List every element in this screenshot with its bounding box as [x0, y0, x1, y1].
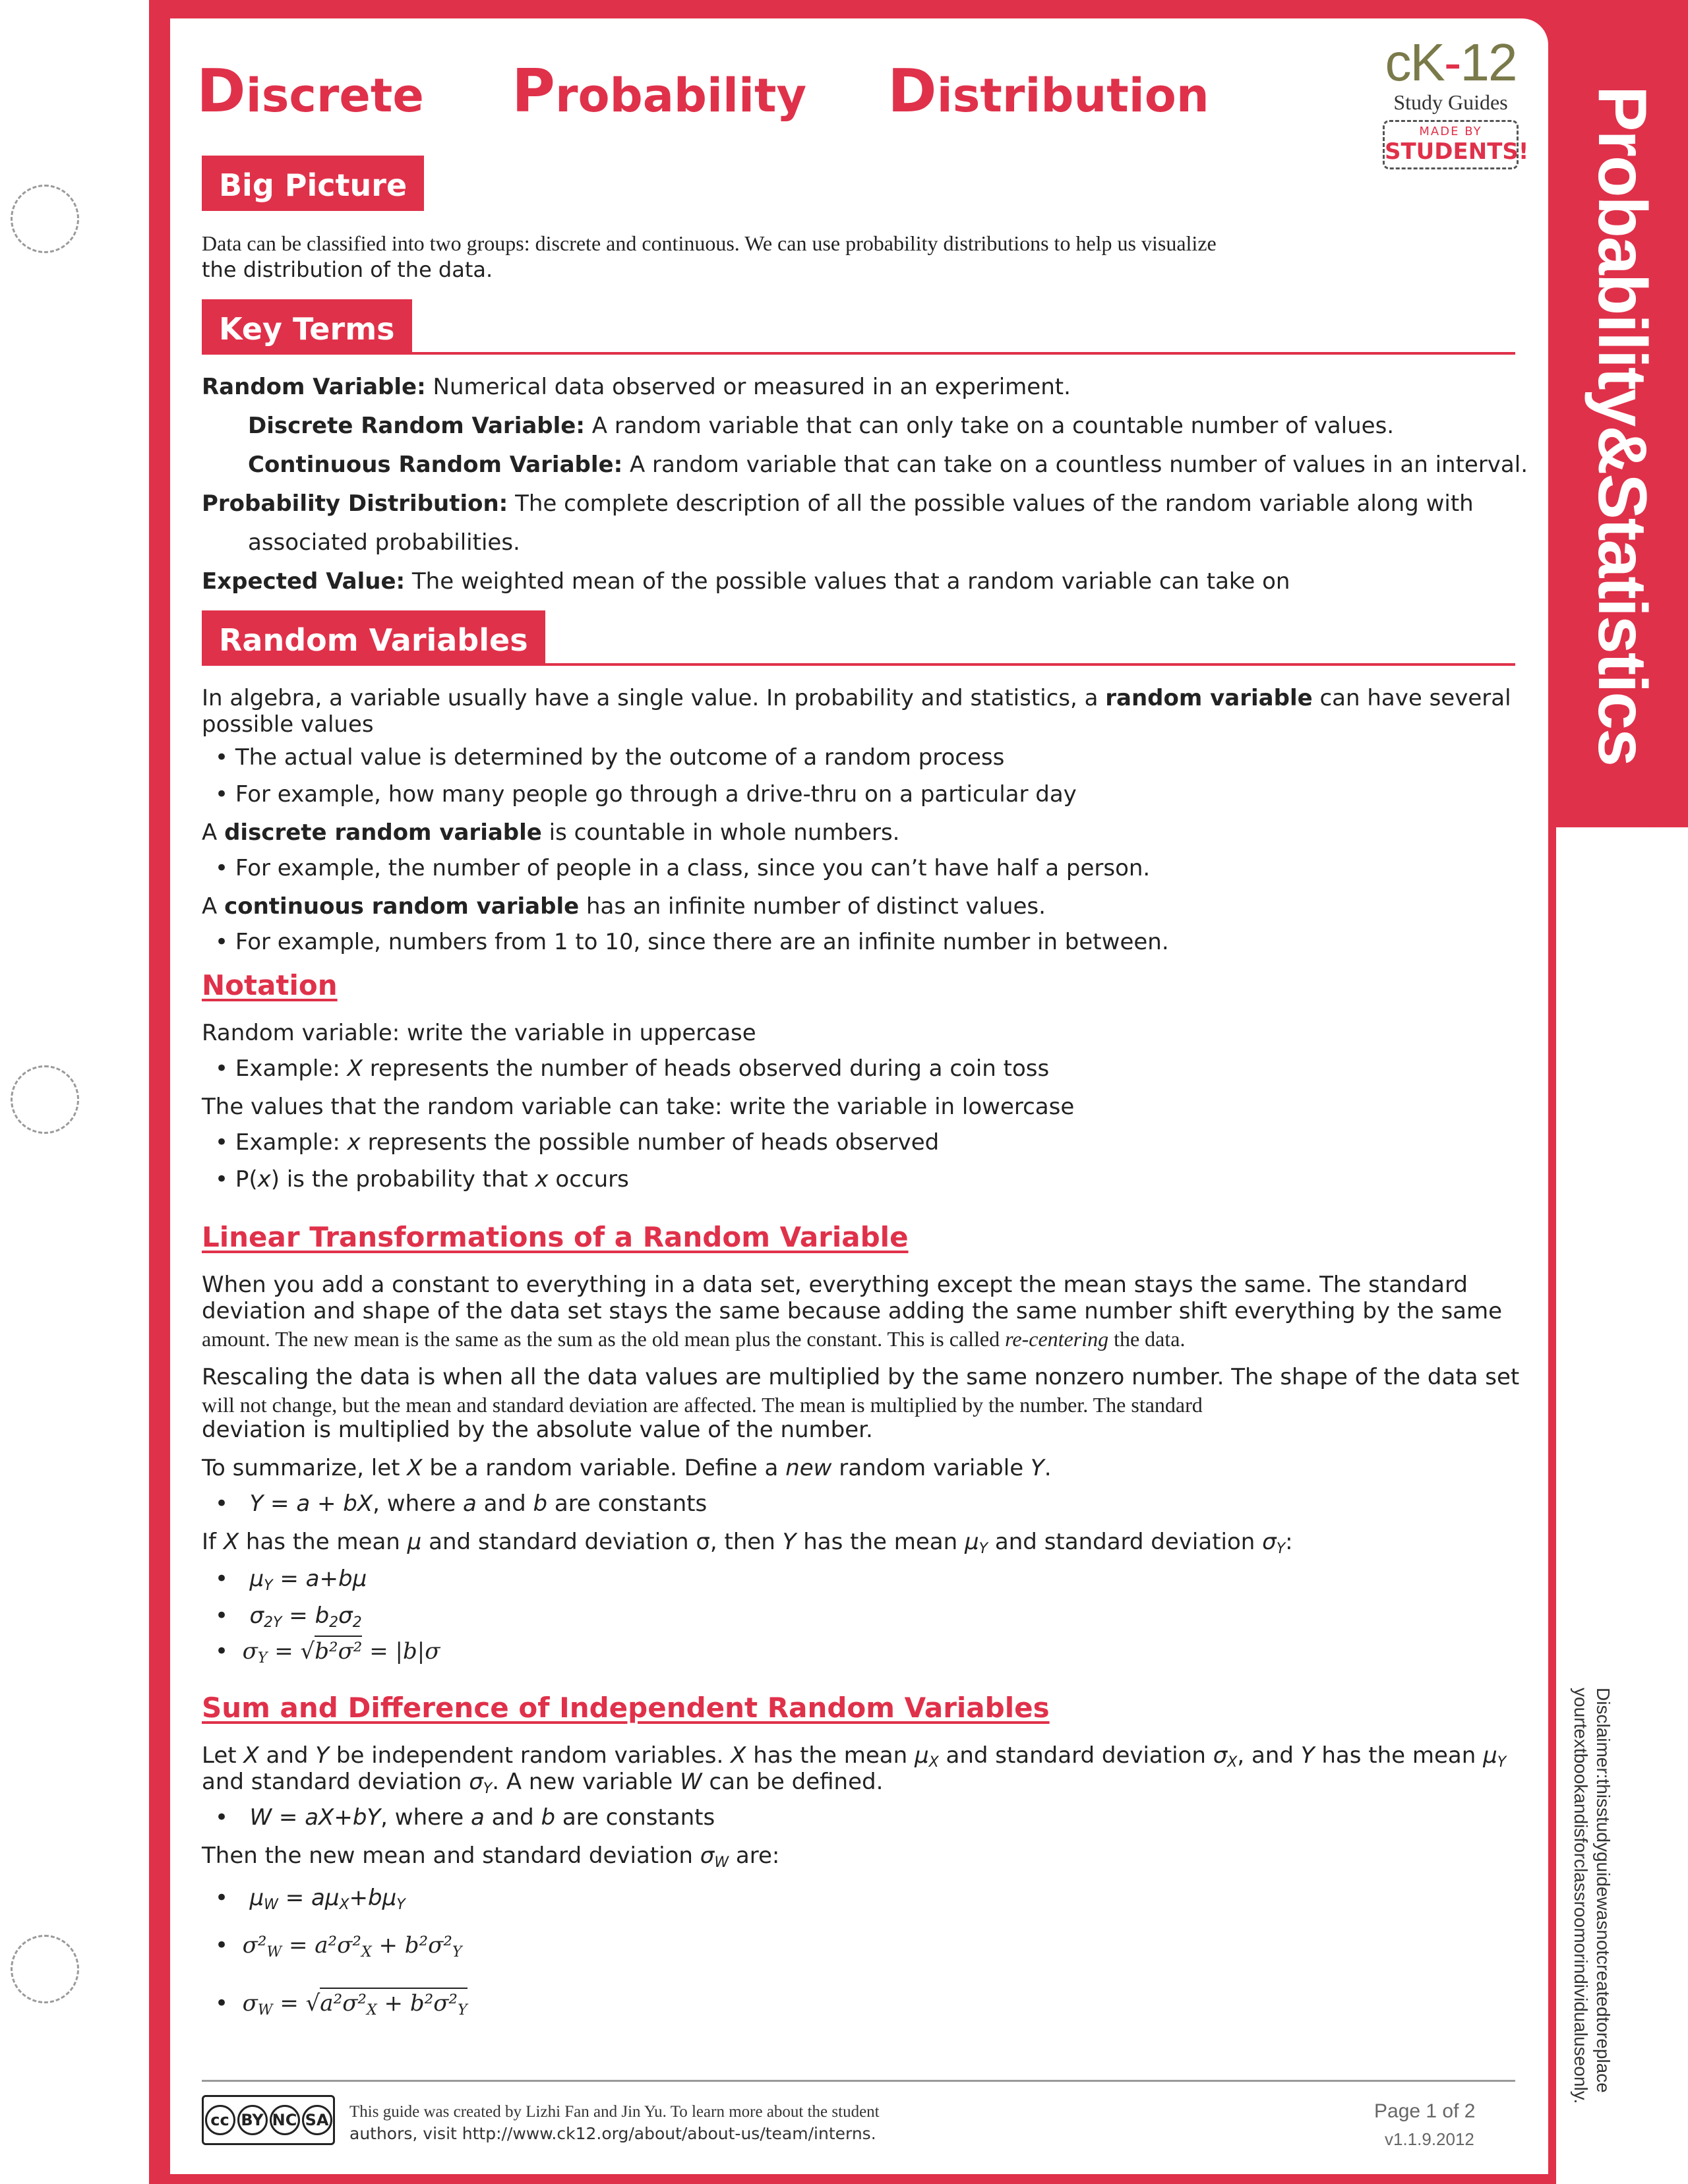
title-word-distribution: Distribution [888, 57, 1209, 126]
subject-tab-title: Probability&Statistics [1584, 86, 1660, 765]
logo-study-guides: Study Guides [1393, 90, 1508, 114]
sumdiff-p1-line-2: and standard deviation $\sigma_Y$. A new variable W can be defined. [202, 1769, 884, 1797]
page-number: Page 1 of 2 [1374, 2100, 1476, 2122]
linear-p2-line-3: deviation is multiplied by the absolute value of the number. [202, 1417, 873, 1443]
key-term-probability-distribution: Probability Distribution: The complete description of all the possible values of the random variable along with [202, 490, 1474, 517]
sumdiff-formula-mean: • $\mu_W = a\mu_X+b\mu_Y$ [215, 1885, 406, 1913]
key-term-probability-distribution-cont: associated probabilities. [248, 529, 520, 556]
big-picture-line-2: the distribution of the data. [202, 257, 493, 282]
rv-bullet-drive-thru: • For example, how many people go through a drive-thru on a particular day [215, 781, 1077, 808]
footer-rule [202, 2080, 1515, 2082]
sumdiff-equation-w: • W = aX+bY, where a and b are constants [215, 1804, 715, 1831]
footer-credit-line-1: This guide was created by Lizhi Fan and Jin Yu. To learn more about the student [349, 2103, 880, 2121]
key-terms-rule [396, 352, 1515, 355]
linear-p1-line-1: When you add a constant to everything in a data set, everything except the mean stays the same. The standard [202, 1272, 1468, 1298]
linear-p2-line-1: Rescaling the data is when all the data values are multiplied by the same nonzero number. The shape of the data set [202, 1364, 1520, 1390]
linear-p1-line-2: deviation and shape of the data set stays the same because adding the same number shift everything by the same [202, 1298, 1503, 1324]
ck12-logo-mark: cK-12 [1385, 33, 1517, 92]
section-heading-key-terms: Key Terms [202, 299, 412, 355]
binder-hole-middle [11, 1065, 79, 1134]
rv-continuous-example: • For example, numbers from 1 to 10, since there are an infinite number in between. [215, 929, 1169, 955]
big-picture-line-1: Data can be classified into two groups: discrete and continuous. We can use probability distributions to help us visualize [202, 231, 1217, 255]
linear-p2-line-2: will not change, but the mean and standard deviation are affected. The mean is multiplied by the number. The standard [202, 1393, 1203, 1417]
linear-summary: To summarize, let X be a random variable. Define a new random variable Y. [202, 1455, 1052, 1481]
sumdiff-p1-line-1: Let X and Y be independent random variables. X has the mean $\mu_X$ and standard deviation $\sigma_X$, and Y has the mean $\mu_Y$ [202, 1742, 1507, 1771]
linear-p1-line-3: amount. The new mean is the same as the sum as the old mean plus the constant. This is called re-centering the data. [202, 1327, 1186, 1351]
section-heading-random-variables: Random Variables [202, 610, 545, 666]
sumdiff-formula-variance: • $\sigma^2_W = a^2\sigma^2_X + b^2\sigma^2_Y$ [215, 1932, 462, 1961]
rv-discrete-line: A discrete random variable is countable in whole numbers. [202, 819, 900, 846]
subheading-linear-transformations: Linear Transformations of a Random Variable [202, 1221, 909, 1253]
linear-formula-variance: • $\sigma_{2Y} = b_2\sigma_2$ [215, 1603, 362, 1631]
subheading-notation: Notation [202, 969, 338, 1001]
sumdiff-formula-sd: • $\sigma_W = √a^2\sigma^2_X + b^2\sigma^2_Y$ [215, 1990, 467, 2024]
notation-line-1: Random variable: write the variable in uppercase [202, 1020, 756, 1046]
version-number: v1.1.9.2012 [1385, 2129, 1474, 2149]
rv-continuous-line: A continuous random variable has an infinite number of distinct values. [202, 893, 1046, 920]
title-word-discrete: Discrete [196, 57, 424, 126]
disclaimer: Disclaimer:thisstudyguidewasnotcreatedtoreplace yourtextbookandisforclassroomorindividualuseonly. [1571, 1688, 1613, 2104]
linear-equation-y: • Y = a + bX, where a and b are constants [215, 1490, 708, 1517]
random-variables-intro: In algebra, a variable usually have a single value. In probability and statistics, a random variable can have several [202, 685, 1511, 711]
notation-example-x-upper: • Example: X represents the number of heads observed during a coin toss [215, 1055, 1050, 1082]
sumdiff-new-mean-sd: Then the new mean and standard deviation $\sigma_W$ are: [202, 1843, 780, 1871]
ck12-logo [1372, 33, 1530, 169]
made-by-students-stamp: MADE BY STUDENTS! [1383, 120, 1519, 169]
key-term-expected-value: Expected Value: The weighted mean of the possible values that a random variable can take on [202, 568, 1290, 595]
notation-probability-px: • P(x) is the probability that x occurs [215, 1166, 629, 1193]
notation-line-3: The values that the random variable can take: write the variable in lowercase [202, 1094, 1075, 1120]
binder-hole-bottom [11, 1935, 79, 2003]
rv-discrete-example: • For example, the number of people in a class, since you can’t have half a person. [215, 855, 1151, 881]
linear-mean-sd-statement: If X has the mean μ and standard deviation σ, then Y has the mean $\mu_Y$ and standard deviation $\sigma_Y$: [202, 1529, 1293, 1557]
footer-credit-line-2: authors, visit http://www.ck12.org/about/about-us/team/interns. [349, 2124, 876, 2143]
notation-example-x-lower: • Example: x represents the possible number of heads observed [215, 1129, 940, 1156]
key-term-continuous-random-variable: Continuous Random Variable: A random variable that can take on a countless number of values in an interval. [248, 452, 1528, 478]
binder-hole-top [11, 185, 79, 253]
subheading-sum-difference: Sum and Difference of Independent Random Variables [202, 1692, 1050, 1724]
rv-bullet-random-process: • The actual value is determined by the outcome of a random process [215, 744, 1005, 771]
title-word-probability: Probability [512, 57, 807, 126]
linear-formula-sd: • $\sigma_Y = √b^2\sigma^2 = |b|\sigma$ [215, 1638, 440, 1672]
random-variables-intro-2: possible values [202, 711, 374, 738]
linear-formula-mean: • $\mu_Y = a+b\mu$ [215, 1566, 367, 1594]
creative-commons-license-icon: cc BY NC SA [202, 2095, 335, 2145]
random-variables-rule [541, 663, 1515, 666]
key-term-discrete-random-variable: Discrete Random Variable: A random variable that can only take on a countable number of values. [248, 413, 1395, 439]
section-heading-big-picture: Big Picture [202, 156, 424, 211]
key-term-random-variable: Random Variable: Numerical data observed or measured in an experiment. [202, 374, 1071, 400]
